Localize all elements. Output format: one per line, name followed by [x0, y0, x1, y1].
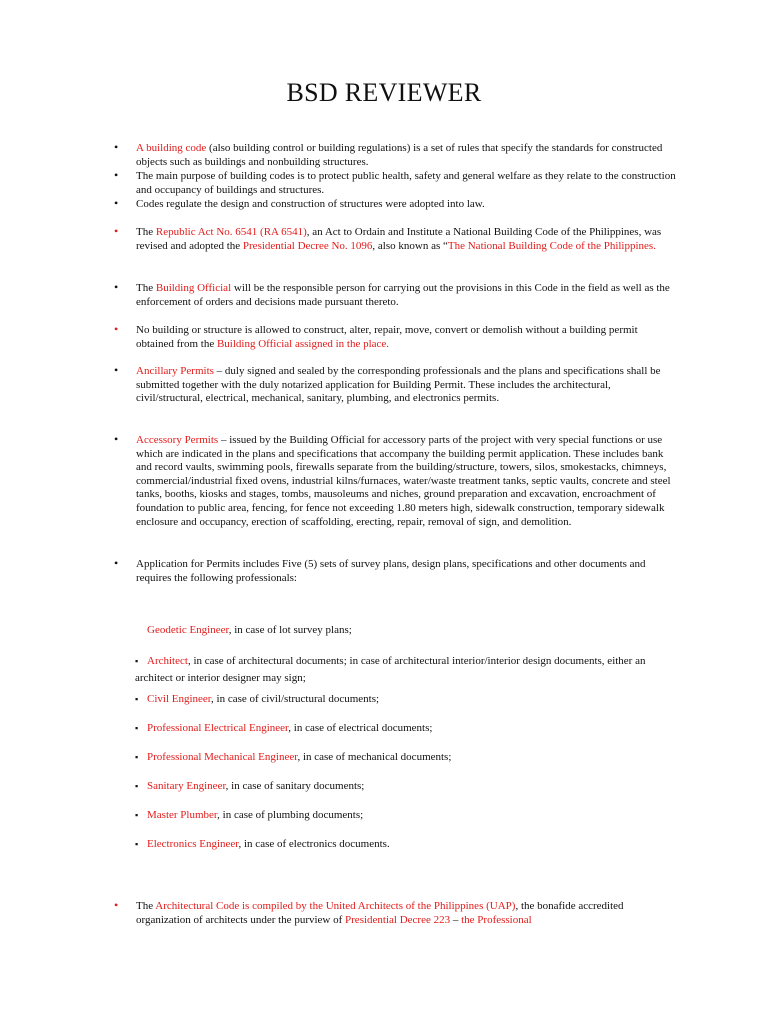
text: , an Act to Ordain and Institute a National Building Code of the Philippines, was revised and adopted the: [136, 226, 662, 252]
text: – duly signed and sealed by the corresponding professionals and the plans and specifications shall be submitted together with the duly notarized application for Building Permit. These includes the architectural, civil/structural, electrical, mechanical, sanitary, plumbing, and electronics permits.: [136, 365, 661, 405]
text: Application for Permits includes Five (5) sets of survey plans, design plans, specifications and other documents and requires the following professionals:: [136, 558, 646, 584]
text: The: [136, 226, 156, 238]
text: –: [450, 913, 462, 926]
highlight: Professional Electrical Engineer: [147, 722, 289, 734]
highlight: Master Plumber: [147, 809, 218, 821]
bullet-icon: •: [114, 432, 119, 446]
text: , in case of architectural documents; in case of architectural interior/interior design documents, either an architect or interior designer may sign;: [135, 655, 646, 684]
paragraph-codes-regulate: [114, 196, 676, 212]
text: – issued by the Building Official for accessory parts of the project with very special functions or use which are indicated in the plans and specifications that accompany the building permit application. These includes bank and record vaults, swimming pools, firewalls separate from the building/structure, towers, silos, smokestacks, chimneys, commercial/industrial fixed ovens, industrial kilns/furnaces, water/waste treatment tanks, septic vaults, concrete and steel tanks, booths, kiosks and stages, tombs, mausoleums and niches, ground preparation and excavation, encroachment of foundation to public area, fencing, for fence not exceeding 1.80 meters high, sidewalk construction, temporary sidewalk enclosure and occupancy, erection of scaffolding, erecting, repair, removal of sign, and demolition.: [136, 434, 671, 528]
text: No building or structure is allowed to construct, alter, repair, move, convert or demolish without a building permit obtained from the: [136, 324, 638, 350]
highlight: Building Official assigned in the place.: [216, 337, 390, 350]
highlight: The National Building Code of the Philippines.: [447, 239, 656, 252]
highlight: Sanitary Engineer: [147, 780, 226, 792]
text: The: [136, 900, 156, 912]
highlight: Republic Act No. 6541 (RA 6541): [155, 226, 307, 238]
paragraph-building-code: [114, 140, 676, 169]
text: , in case of plumbing documents;: [217, 809, 364, 821]
list-item-electronics-engineer: [135, 838, 675, 852]
square-bullet-icon: ▪: [135, 656, 139, 666]
highlight: Building Official: [155, 282, 232, 294]
bullet-icon: •: [114, 363, 119, 377]
paragraph-ra-6541: [114, 224, 676, 253]
highlight: Presidential Decree No. 1096: [242, 239, 373, 252]
paragraph-ancillary-permits: [114, 363, 676, 406]
square-bullet-icon: ▪: [135, 810, 139, 820]
text: , in case of civil/structural documents;: [211, 693, 380, 705]
highlight: Professional Mechanical Engineer: [147, 751, 298, 763]
paragraph-purpose: [114, 168, 676, 197]
paragraph-accessory-permits: [114, 432, 676, 529]
list-item-mechanical-engineer: [135, 751, 675, 765]
highlight: Architectural Code is compiled by the United Architects of the Philippines (UAP): [155, 900, 516, 912]
highlight: Geodetic Engineer: [147, 624, 229, 636]
highlight: A building code: [136, 142, 207, 154]
list-item-civil-engineer: [135, 693, 675, 707]
list-item-architect: [135, 653, 675, 687]
highlight: Civil Engineer: [147, 693, 212, 705]
highlight: Accessory Permits: [136, 434, 219, 446]
text: , in case of sanitary documents;: [225, 780, 365, 792]
text: will be the responsible person for carrying out the provisions in this Code in the field as well as the enforcement of orders and decisions made pursuant thereto.: [136, 282, 670, 308]
square-bullet-icon: ▪: [135, 839, 139, 849]
text: , in case of mechanical documents;: [297, 751, 452, 763]
text: Codes regulate the design and construction of structures were adopted into law.: [136, 198, 485, 210]
square-bullet-icon: ▪: [135, 752, 139, 762]
bullet-icon: •: [114, 196, 119, 210]
list-item-electrical-engineer: [135, 722, 675, 736]
bullet-icon: •: [114, 556, 119, 570]
text: , in case of lot survey plans;: [228, 624, 352, 636]
text: The: [136, 282, 156, 294]
square-bullet-icon: ▪: [135, 694, 139, 704]
highlight: the Professional: [461, 913, 532, 926]
paragraph-building-official: [114, 280, 676, 309]
text: , also known as “: [372, 239, 448, 252]
bullet-icon: •: [114, 224, 119, 238]
bullet-icon: •: [114, 322, 119, 336]
bullet-icon: •: [114, 168, 119, 182]
text: (also building control or building regulations) is a set of rules that specify the standards for constructed objects such as buildings and nonbuilding structures.: [136, 142, 663, 168]
paragraph-architectural-code: [114, 898, 676, 927]
text: , the bonafide accredited organization of architects under the purview of: [136, 900, 624, 926]
text: , in case of electrical documents;: [288, 722, 433, 734]
highlight: Electronics Engineer: [147, 838, 239, 850]
highlight: Ancillary Permits: [136, 365, 214, 377]
paragraph-application-for-permits: [114, 556, 676, 585]
square-bullet-icon: ▪: [135, 723, 139, 733]
list-item-geodetic-engineer: [135, 624, 675, 638]
bullet-icon: •: [114, 140, 119, 154]
list-item-master-plumber: [135, 809, 675, 823]
text: , in case of electronics documents.: [238, 838, 390, 850]
highlight: Presidential Decree 223: [345, 913, 451, 926]
square-bullet-icon: ▪: [135, 781, 139, 791]
highlight: Architect: [147, 655, 188, 667]
text: The main purpose of building codes is to protect public health, safety and general welfare as they relate to the construction and occupancy of buildings and structures.: [136, 170, 676, 196]
page-title: BSD REVIEWER: [286, 78, 482, 107]
list-item-sanitary-engineer: [135, 780, 675, 794]
bullet-icon: •: [114, 280, 119, 294]
bullet-icon: •: [114, 898, 119, 912]
paragraph-permit-required: [114, 322, 676, 351]
